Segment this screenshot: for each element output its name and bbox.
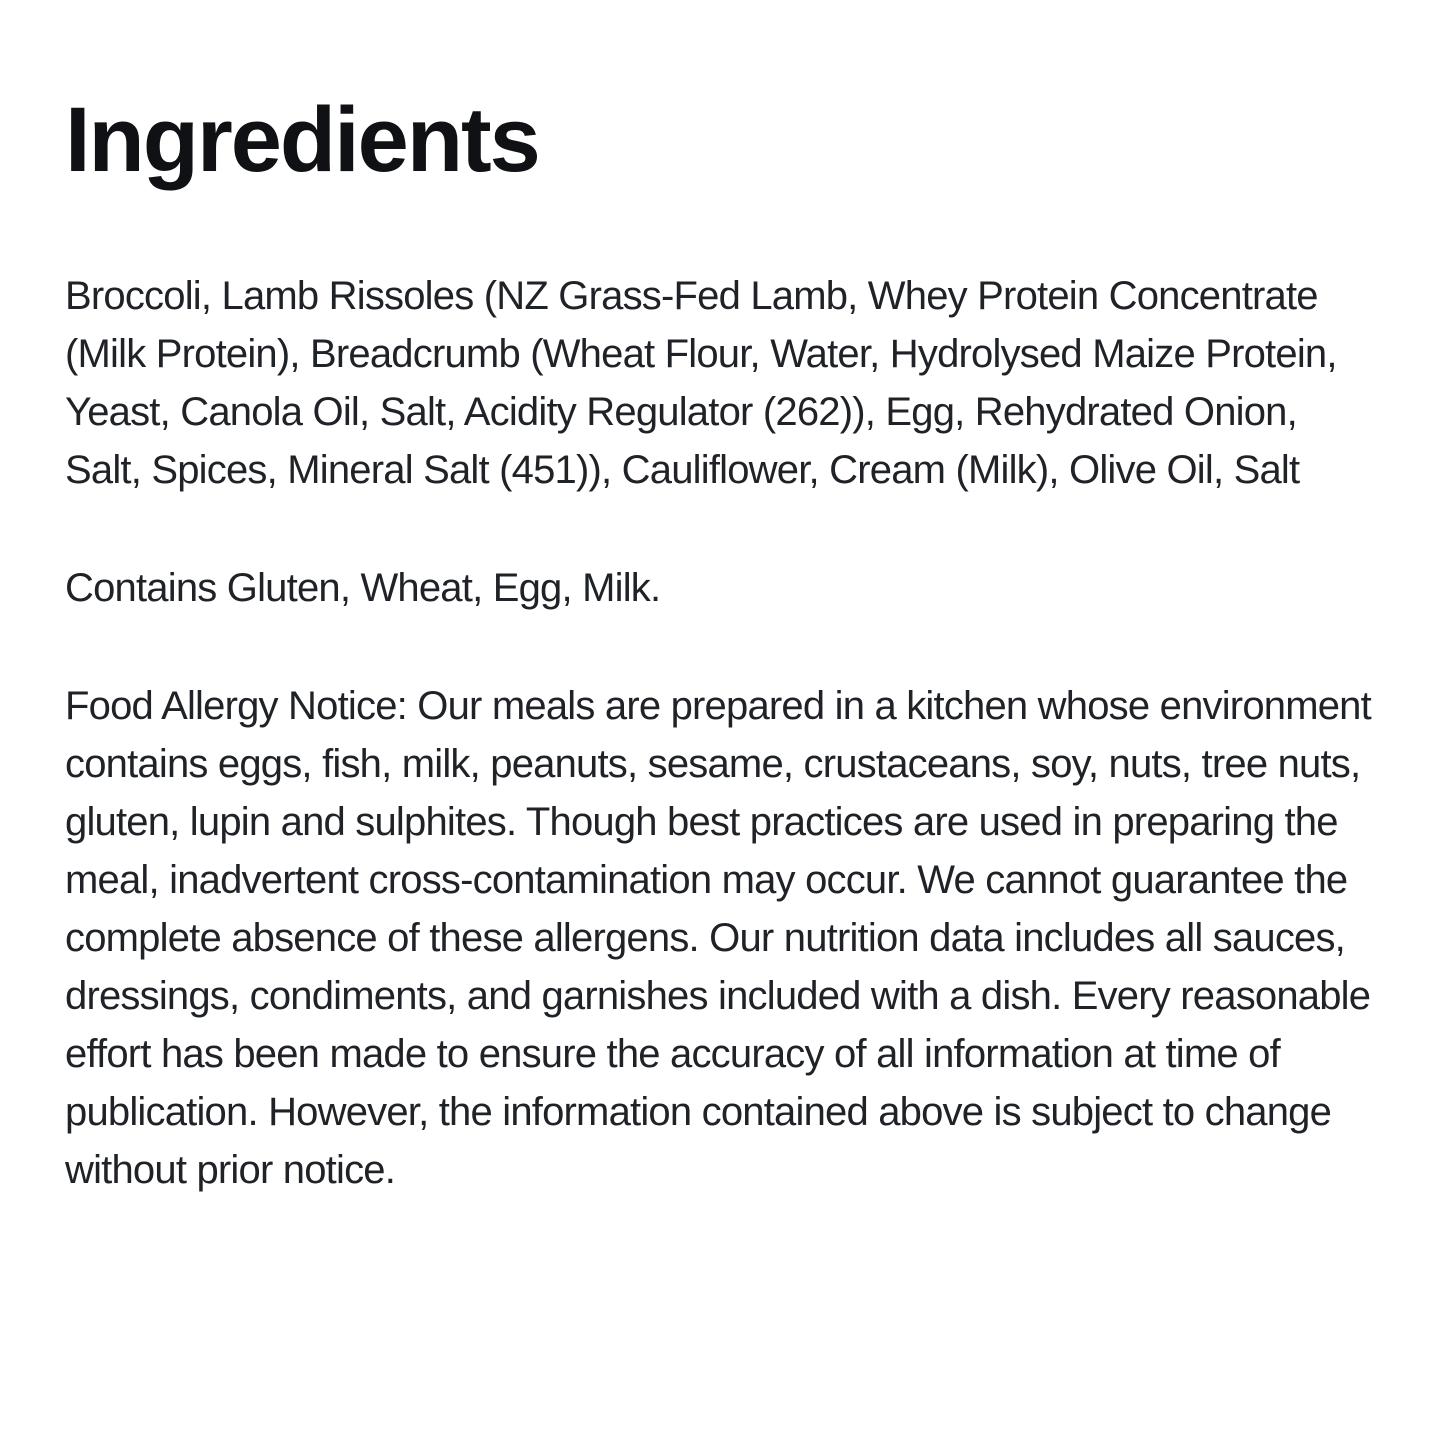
ingredients-list-text: Broccoli, Lamb Rissoles (NZ Grass-Fed Lamb, Whey Protein Concentrate (Milk Protein), Breadcrumb (Wheat Flour, Water, Hydrolysed Maize Protein, Yeast, Canola Oil, Salt, Acidity Regulator (262)), Egg, Rehydrated Onion, Salt, Spices, Mineral Salt (451)), Cauliflower, Cream (Milk), Olive Oil, Salt bbox=[65, 274, 1337, 492]
food-allergy-notice-text: Food Allergy Notice: Our meals are prepared in a kitchen whose environment contains eggs, fish, milk, peanuts, sesame, crustaceans, soy, nuts, tree nuts, gluten, lupin and sulphites. Though best practices are used in preparing the meal, inadvertent cross-contamination may occur. We cannot guarantee the complete absence of these allergens. Our nutrition data includes all sauces, dressings, condiments, and garnishes included with a dish. Every reasonable effort has been made to ensure the accuracy of all information at time of publication. However, the information contained above is subject to change without prior notice. bbox=[65, 684, 1371, 1192]
ingredients-title: Ingredients bbox=[65, 89, 539, 191]
allergen-contains-text: Contains Gluten, Wheat, Egg, Milk. bbox=[65, 566, 661, 610]
